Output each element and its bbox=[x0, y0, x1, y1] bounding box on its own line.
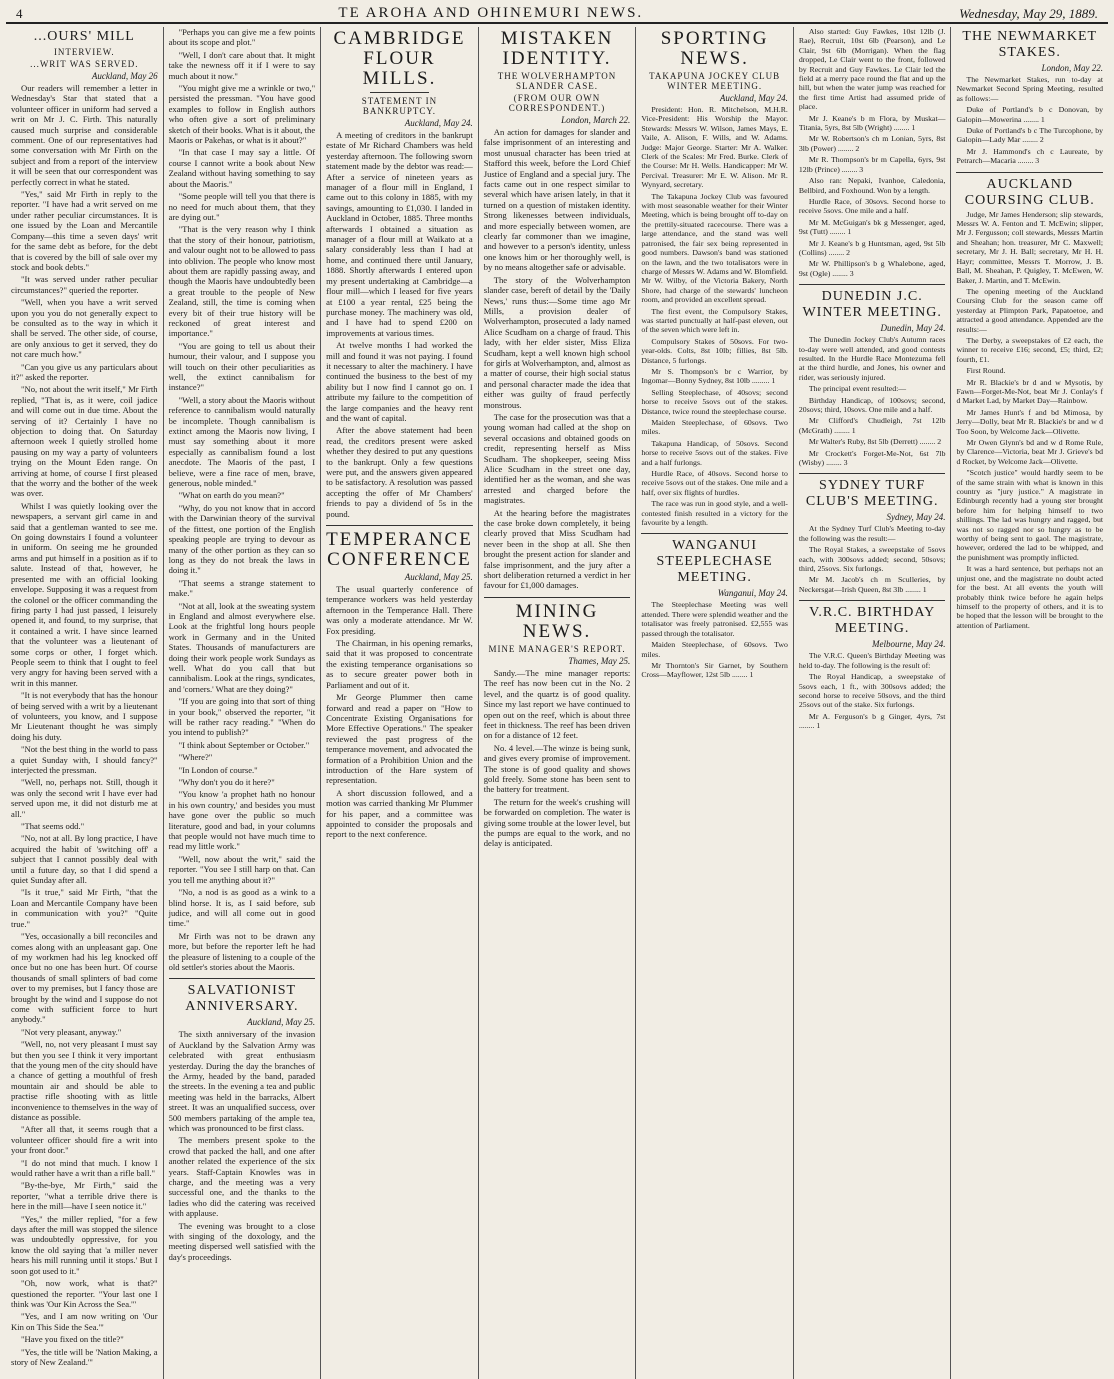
column-3-heading: CAMBRIDGE FLOUR MILLS. bbox=[333, 28, 466, 89]
column-4 bbox=[479, 27, 637, 1379]
column-7-heading: THE NEWMARKET STAKES. bbox=[962, 29, 1098, 60]
article-paragraph: Mr J. Keane's b g Huntsman, aged, 9st 5lb (Collins) ........ 2 bbox=[798, 238, 946, 257]
column-5-dateline-2: Wanganui, May 24. bbox=[717, 588, 788, 599]
article-paragraph: President: Hon. R. Mitchelson, M.H.R. Vice-President: His Worship the Mayor. Stewards: Messrs W. Wilson, James Mays, E. Vaile, A. Alison, F. Wills, and W. Adams. Judge: Major George. Starter: Mr A. Walker. Clerk of the Scales: Mr Fred. Burke. Clerk of the Course: Mr H. Wells. Handicapper: Mr W. Percival. Treasurer: Mr E. W. Alison. Mr R. Wynyard, secretary. bbox=[641, 105, 788, 190]
article-paragraph: "Well, now about the writ," said the reporter. "You see I still harp on that. Can you tell me anything about it?" bbox=[168, 853, 316, 885]
article-paragraph: A meeting of creditors in the bankrupt estate of Mr Richard Chambers was held yesterday afternoon. The following sworn statement made by the debtor was read:—After a service of nineteen years as manager of a flour mill in England, I came out to this colony in 1885, with my savings, amounting to £1,030. I landed in Auckland in October, 1885. Three months afterwards I obtained a situation as manager of a flour mill at Waikato at a salary considerably less than I had at home, and continued there until January, 1888. Shortly afterwards I entered upon my present undertaking at Cambridge—a flour mill—which I leased for five years at £100 a year rental, £25 being the purchase money. The machinery was old, and I have had to spend £200 on improvements at various times. bbox=[326, 130, 473, 338]
column-3-heading-2: TEMPERANCE CONFERENCE bbox=[326, 529, 473, 571]
column-6-divider-2 bbox=[799, 473, 946, 474]
article-paragraph: The Takapuna Jockey Club was favoured with most seasonable weather for their Winter Meeting, which is being brought off to-day on the prettily-situated racecourse. There was a large attendance, and the stand was well patronised, the fair sex being represented in good numbers. Dawson's band was stationed on the lawn, and the two totalisators were in charge of Messrs W. Adams and W. Blomfield. Mr W. Wilby, of the Victoria Bakery, North Shore, had charge of the stewards' luncheon room, and provided an excellent spread. bbox=[641, 191, 788, 305]
column-5-subheading: TAKAPUNA JOCKEY CLUB WINTER MEETING. bbox=[649, 71, 781, 91]
article-paragraph: "No, not about the writ itself," Mr Firth replied, "That is, as it were, coil jadice and will come out in due time. About the serving of it? Certainly I have no objection to doing that. On Saturday afternoon week I quietly strolled home pausing on my way a party of volunteers trying on the Mount Eden range. On arriving at home, of course I first pleased that the worry and the bother of the week was over. bbox=[11, 384, 158, 499]
article-paragraph: Mr Thornton's Sir Garnet, by Southern Cross—Mayflower, 12st 5lb ........ 1 bbox=[641, 660, 788, 680]
article-paragraph: First Round. bbox=[966, 366, 1006, 376]
article-paragraph: "Not at all, look at the sweating system in England and almost everywhere else. Look at the frightful long hours people work in Germany and in the United States. Thousands of manufacturers are doing their work people work Sundays as well. What do you call that but cannibalism. Look at the rings, syndicates, and 'corners.' What are they doing?" bbox=[168, 600, 316, 694]
column-3-dateline-2: Auckland, May 25. bbox=[404, 572, 473, 583]
article-paragraph: Also ran: Nepaki, Ivanhoe, Caledonia, Bellbird, and Foxhound. Won by a length. bbox=[798, 176, 946, 195]
column-7-dateline: London, May 22. bbox=[1041, 63, 1104, 73]
column-5-body bbox=[641, 105, 788, 527]
article-paragraph: Mr James Hunt's f and bd Mimosa, by Jerry—Dolly, beat Mr R. Blackie's br and w d Too Soon, by Welcome Jack—Olivette. bbox=[956, 407, 1104, 436]
article-paragraph: It was a hard sentence, but perhaps not an unjust one, and the magistrate no doubt acted for the best. At all events the youth will probably think twice before he again helps himself to the property of others, and it is to be hoped that the lesson will be brought to the attention of Parliament. bbox=[956, 564, 1104, 630]
article-paragraph: After the above statement had been read, the creditors present were asked whether they desired to put any questions to the bankrupt. Only a few questions were put, and the answers given appeared to be satisfactory. A resolution was passed accepting the offer of Mr Chambers' friends to pay a dividend of 5s in the pound. bbox=[326, 425, 473, 519]
article-paragraph: "That seems a strange statement to make." bbox=[168, 577, 316, 599]
column-2-body bbox=[169, 27, 316, 972]
article-paragraph: "That is the very reason why I think that the story of their honour, patriotism, and valour ought not to be allowed to pass into oblivion. The people who know most about them are rapidly passing away, and though the Maoris have undoubtedly been a great trouble to the people of New Zealand, still, the time is coming when every bit of their true history will be reckoned of great interest and importance." bbox=[168, 224, 316, 339]
article-paragraph: Hurdle Race, of 40sovs. Second horse to receive 5sovs out of the stakes. One mile and a half, over six flights of hurdles. bbox=[641, 469, 788, 497]
column-2-divider bbox=[169, 978, 316, 979]
column-5-heading-2: WANGANUI STEEPLECHASE MEETING. bbox=[656, 538, 773, 586]
article-paragraph: "It is not everybody that has the honour of being served with a writ by a lieutenant of volunteers, you know, and I suppose Mr Lieutenant thought he was simply doing his duty. bbox=[11, 690, 158, 742]
column-6-dateline-3: Sydney, May 24. bbox=[886, 512, 946, 523]
article-paragraph: Mr Clifford's Chudleigh, 7st 12lb (McGrath) ........ 1 bbox=[798, 416, 946, 435]
article-paragraph: The Derby, a sweepstakes of £2 each, the winner to receive £16; second, £5; third, £2; fourth, £1. bbox=[956, 335, 1104, 364]
article-paragraph: Mr R. Blackie's br d and w Mysotis, by Fawn—Forget-Me-Not, beat Mr J. Conlay's f d Market Lad, by Market Day—Rainbow. bbox=[956, 377, 1104, 406]
article-paragraph: Mr Walter's Ruby, 8st 5lb (Derrett) ........ 2 bbox=[808, 437, 942, 447]
article-paragraph: Selling Steeplechase, of 40sovs; second horse to receive 5sovs out of the stakes. Distance, twice round the steeplechase course. bbox=[641, 387, 788, 416]
column-6-heading-4: V.R.C. BIRTHDAY MEETING. bbox=[809, 605, 936, 637]
column-3-rule bbox=[370, 92, 429, 93]
article-paragraph: Hurdle Race, of 30sovs. Second horse to receive 5sovs. One mile and a half. bbox=[798, 196, 946, 216]
article-paragraph: "It was served under rather peculiar circumstances?" queried the reporter. bbox=[11, 274, 158, 295]
article-paragraph: The V.R.C. Queen's Birthday Meeting was held to-day. The following is the result of: bbox=[798, 651, 946, 670]
column-5-divider bbox=[641, 533, 788, 534]
article-paragraph: "Perhaps you can give me a few points about its scope and plot." bbox=[168, 27, 316, 48]
article-paragraph: At twelve months I had worked the mill and found it was not paying. I found it necessary to alter the machinery. I have continued the business to the best of my ability but I now find I cannot go on. I attribute my failure to the competition of the large companies and the heavy rent and the want of capital. bbox=[326, 340, 473, 423]
article-paragraph: Mr R. Thompson's br m Capella, 6yrs, 9st 12lb (Prince) ........ 3 bbox=[798, 155, 946, 174]
column-3-body bbox=[326, 130, 473, 519]
article-paragraph: "Scotch justice" would hardly seem to be of the same strain with what is known in this country as "jury justice." A magistrate in Edinburgh recently had a young ster brought before him for helping himself to two shillings. The lad was hungry and ragged, but was not so ragged nor so hungry as to be worthy of being sent to gaol. The magistrate, however, ordered the lad to be whipped, and the punishment was promptly inflicted. bbox=[956, 468, 1104, 562]
article-paragraph: The opening meeting of the Auckland Coursing Club for the season came off yesterday at Plimpton Park, Papatoetoe, and attracted a good attendance. Appended are the results:— bbox=[956, 286, 1104, 334]
article-paragraph: Mr J. Keane's b m Flora, by Muskat—Titania, 5yrs, 8st 5lb (Wright) ........ 1 bbox=[798, 113, 946, 133]
article-paragraph: "Yes," the miller replied, "for a few days after the mill was stopped the silence was undoubtedly oppressive, for you know the old saying that 'a miller never hears his mill running until it stops.' But I soon got used to it." bbox=[11, 1213, 158, 1276]
column-6-body-4 bbox=[799, 651, 946, 730]
article-paragraph: Whilst I was quietly looking over the newspapers, a servant girl came in and said that a gentleman wanted to see me. On going downstairs I found a volunteer in uniform. On seeing me he grounded arms and put himself in a position as if to salute. Instead of that, however, he presented me with an official looking envelope. Supposing it was a request from the colonel or the officer commanding the firing party I had just passed, I leisurely opened it, and found, to my surprise, that it contained a writ. I have since learned that the volunteer was a lieutenant of some corps or other, I forget which. People seem to think that I ought to feel very angry for having been served with a writ in this manner. bbox=[11, 500, 158, 688]
article-paragraph: Mr Firth was not to be drawn any more, but before the reporter left he had the pleasure of listening to a couple of the old settler's stories about the Maoris. bbox=[168, 930, 316, 972]
article-paragraph: "Yes, occasionally a bill reconciles and comes along with an unpleasant gap. One of my workmen had his leg knocked off once but no one has been hurt. Of course thousands of small splinters of bad come over to my premises, but I fancy those are brought by the wind and I suppose do not come with sufficient force to hurt anybody." bbox=[11, 931, 158, 1025]
article-paragraph: No. 4 level.—The winze is being sunk, and gives every promise of improvement. The stone is of good quality and shows gold freely. Some stone has been sent to the battery for treatment. bbox=[483, 742, 631, 795]
article-paragraph: Maiden Steeplechase, of 60sovs. Two miles. bbox=[641, 640, 788, 659]
article-paragraph: Compulsory Stakes of 50sovs. For two-year-olds. Colts, 8st 10lb; fillies, 8st 5lb. Distance, 5 furlongs. bbox=[641, 336, 788, 365]
column-5-dateline: Auckland, May 24. bbox=[719, 93, 788, 103]
article-paragraph: The Chairman, in his opening remarks, said that it was proposed to concentrate the existing temperance organisations so as to secure greater power both in Parliament and out of it. bbox=[326, 638, 473, 690]
column-1-subheading: INTERVIEW. bbox=[53, 47, 115, 57]
column-3-divider bbox=[326, 525, 473, 526]
article-paragraph: At the hearing before the magistrates the case broke down completely, it being clearly proved that Miss Scudham had never been in the shop at all. She then brought the present action for slander and false imprisonment, and the jury after a short deliberation returned a verdict in her favour for £1,000 damages. bbox=[483, 507, 631, 591]
column-6-heading-3: SYDNEY TURF CLUB'S MEETING. bbox=[805, 478, 939, 510]
article-paragraph: "I think about September or October." bbox=[178, 739, 310, 750]
article-paragraph: At the Sydney Turf Club's Meeting to-day the following was the result:— bbox=[798, 524, 946, 543]
column-4-subheading-2: (FROM OUR OWN CORRESPONDENT.) bbox=[508, 93, 606, 113]
article-paragraph: The story of the Wolverhampton slander case, bereft of detail by the 'Daily News,' runs thus:—Some time ago Mr Mills, a provision dealer of Wolverhampton, prosecuted a lady named Alice Scudham on a charge of fraud. This lady, with her elder sister, Miss Eliza Scudham, kept a well known high school for girls at Wolverhampton, and, almost as a matter of course, their high social status and personal character made the idea that either was guilty of fraud perfectly monstrous. bbox=[483, 274, 631, 410]
article-paragraph: The principal event resulted:— bbox=[808, 384, 907, 394]
article-paragraph: Takapuna Handicap, of 50sovs. Second horse to receive 5sovs out of the stakes. Five and a half furlongs. bbox=[641, 438, 788, 467]
newspaper-title: TE AROHA AND OHINEMURI NEWS. bbox=[338, 5, 644, 21]
column-7-heading-2: AUCKLAND COURSING CLUB. bbox=[964, 176, 1095, 208]
column-6 bbox=[794, 27, 952, 1379]
article-paragraph: "Can you give us any particulars about it?" asked the reporter. bbox=[11, 361, 158, 382]
article-paragraph: "I do not mind that much. I know I would rather have a writ than a rifle ball." bbox=[11, 1157, 158, 1179]
columns bbox=[6, 27, 1108, 1379]
article-paragraph: "Not very pleasant, anyway." bbox=[21, 1026, 122, 1037]
column-3-dateline: Auckland, May 24. bbox=[404, 118, 473, 128]
article-paragraph: The Newmarket Stakes, run to-day at Newmarket Second Spring Meeting, resulted as follows:— bbox=[956, 75, 1104, 103]
article-paragraph: The race was run in good style, and a well-contested finish resulted in a victory for the favourite by a length. bbox=[641, 499, 788, 528]
article-paragraph: "By-the-bye, Mr Firth," said the reporter, "what a terrible drive there is here in the mill—have I seen notice it." bbox=[11, 1180, 158, 1212]
article-paragraph: Mr M. Jacob's ch m Sculleries, by Neckersgat—Irish Queen, 8st 3lb ........ 1 bbox=[798, 575, 946, 594]
article-paragraph: The first event, the Compulsory Stakes, was started punctually at half-past eleven, out of the seven which were left in. bbox=[641, 306, 788, 335]
article-paragraph: The Royal Stakes, a sweepstake of 5sovs each, with 300sovs added; second, 50sovs; third, 25sovs. Six furlongs. bbox=[798, 545, 946, 574]
article-paragraph: Mr George Plummer then came forward and read a paper on "How to Concentrate Existing Organisations for More Effective Operations." The speaker reviewed the past progress of the temperance movement, and advocated the formation of a Prohibition Union and the introduction of the Hare system of representation. bbox=[326, 692, 473, 786]
column-1-dateline: Auckland, May 26 bbox=[91, 71, 158, 81]
column-4-divider bbox=[484, 597, 631, 598]
article-paragraph: "That seems odd." bbox=[21, 821, 85, 832]
article-paragraph: "Why, do you not know that in accord with the Darwinian theory of the survival of the fittest, one portion of the English speaking people are trying to devour as many of the other portion as they can so long as they do not break the laws in doing it." bbox=[168, 502, 316, 576]
column-4-dateline: London, March 22. bbox=[561, 115, 631, 125]
article-paragraph: Mr Owen Glynn's bd and w d Rome Rule, by Clarence—Victoria, beat Mr J. Grieve's bd d Rocket, by Welcome Jack—Olivette. bbox=[956, 438, 1104, 466]
article-paragraph: "Well, no, perhaps not. Still, though it was only the second writ I have ever had served upon me, it did not disturb me at all." bbox=[11, 777, 158, 819]
column-6-body-2 bbox=[799, 335, 946, 467]
article-paragraph: "If you are going into that sort of thing in your book," observed the reporter, "it will be rather racy reading." "When do you intend to publish?" bbox=[168, 696, 316, 738]
column-4-subheading: THE WOLVERHAMPTON SLANDER CASE. bbox=[497, 71, 617, 91]
column-7-body-2 bbox=[956, 210, 1103, 630]
article-paragraph: Judge, Mr James Henderson; slip stewards, Messrs W. A. Fenton and T. McEwin; slipper, Mr J. Fergusson; coll stewards, Messrs Martin and Sheahan; hon. treasurer, Mr C. Maxwell; secretary, Mr J. H. Ball; secretary, Mr H. H. Hayr; committee, Messrs T. Morrow, J. B. Ball, M. Sheahan, P. Quigley, T. McEwen, W. Baker, J. Martin, and T. McEwin. bbox=[956, 209, 1104, 285]
article-paragraph: An action for damages for slander and false imprisonment of an interesting and most unusual character has been tried at Stafford this week, before the Lord Chief Justice of England and a special jury. The facts came out in one respect similar to several which have arisen lately, in that it turned on a question of mistaken identity. Strong likenesses between individuals, and more especially between women, are clearly far commoner than we imagine, and however to a person's identity, unless one knows him or her thoroughly well, is by no means altogether safe or advisable. bbox=[483, 127, 631, 273]
masthead-page-number: 4 bbox=[16, 6, 23, 21]
column-4-body bbox=[484, 127, 631, 591]
column-3 bbox=[321, 27, 479, 1379]
masthead bbox=[6, 0, 1108, 24]
article-paragraph: "Yes," said Mr Firth in reply to the reporter. "I have had a writ served on me under rather peculiar circumstances. It is one issued by the Loan and Mercantile Company—this time a seven days' writ for the same debt as before, for the debt that is covered by the bill of sale over my stock and book debts." bbox=[11, 189, 158, 272]
column-2-dateline: Auckland, May 25. bbox=[247, 1017, 316, 1028]
column-4-heading: MISTAKEN IDENTITY. bbox=[500, 28, 614, 69]
column-6-dateline-4: Melbourne, May 24. bbox=[871, 639, 946, 650]
article-paragraph: "Well, I don't care about that. It might take the newness off it if I were to say much about it now." bbox=[168, 49, 316, 81]
article-paragraph: "Not the best thing in the world to pass a quiet Sunday with, I should fancy?" interjected the pressman. bbox=[11, 744, 158, 775]
article-paragraph: Mr J. Hammond's ch c Laureate, by Petrarch—Macaria ........ 3 bbox=[956, 146, 1104, 166]
article-paragraph: "Yes, and I am now writing on 'Our Kin on This Side the Sea.'" bbox=[11, 1311, 158, 1332]
article-paragraph: The Royal Handicap, a sweepstake of 5sovs each, 1 ft., with 300sovs added; the second horse to receive 50sovs, and the third 25sovs out of the stake. Six furlongs. bbox=[798, 672, 946, 710]
article-paragraph: "What on earth do you mean?" bbox=[178, 490, 285, 501]
article-paragraph: "Some people will tell you that there is no need for much about them, that they are dying out." bbox=[168, 191, 316, 222]
article-paragraph: "Have you fixed on the title?" bbox=[21, 1334, 124, 1345]
column-4-subheading-3: MINE MANAGER'S REPORT. bbox=[488, 643, 626, 654]
article-paragraph: Mr Crockett's Forget-Me-Not, 6st 7lb (Wisby) ........ 3 bbox=[798, 448, 946, 468]
article-paragraph: The evening was brought to a close with singing of the doxology, and the meeting dispersed well satisfied with the day's proceedings. bbox=[168, 1220, 316, 1262]
article-paragraph: "Is it true," said Mr Firth, "that the Loan and Mercantile Company have been in communication with you?" "Quite true." bbox=[11, 887, 158, 929]
column-7 bbox=[951, 27, 1108, 1379]
column-7-divider bbox=[956, 172, 1103, 173]
column-3-subheading: STATEMENT IN BANKRUPTCY. bbox=[361, 96, 438, 116]
article-paragraph: Duke of Portland's b c Donovan, by Galopin—Mowerina ........ 1 bbox=[956, 105, 1104, 124]
column-4-heading-2: MINING NEWS. bbox=[515, 600, 599, 642]
article-paragraph: "Where?" bbox=[178, 752, 213, 763]
column-5 bbox=[636, 27, 794, 1379]
column-3-body-2 bbox=[326, 584, 473, 840]
article-paragraph: "After all that, it seems rough that a volunteer officer should fire a writ into your front door." bbox=[11, 1124, 158, 1156]
column-6-divider bbox=[799, 284, 946, 285]
article-paragraph: Also started: Guy Fawkes, 10st 12lb (J. Rae), Recruit, 10st 6lb (Pearson), and Le Clair, 9st 6lb (Morrigan). When the flag dropped, Le Clair went to the front, followed by Recruit and Guy Fawkes. Le Clair led the field at a merry pace round the flat and up the hill, but when the water jump was reached for the first time Artist had assumed pride of place. bbox=[798, 27, 946, 112]
article-paragraph: Sandy.—The mine manager reports: The reef has now been cut in the No. 2 level, and the quartz is of good quality. Since my last report we have continued to open out on the reef, which is about three feet in thickness. The reef has been driven on for a distance of 12 feet. bbox=[483, 667, 631, 741]
article-paragraph: Mr W. Phillipson's b g Whalebone, aged, 9st (Ogle) ........ 3 bbox=[798, 259, 946, 278]
article-paragraph: Mr M. McGuigan's bk g Messenger, aged, 9st (Tutt) ........ 1 bbox=[798, 217, 946, 237]
article-paragraph: The return for the week's crushing will be forwarded on completion. The water is giving some trouble at the lower level, but the pumps are equal to the work, and no delay is anticipated. bbox=[483, 796, 631, 849]
article-paragraph: "Oh, now work, what is that?" questioned the reporter. "Your last one I think was 'Our Kin Across the Sea.'" bbox=[11, 1278, 158, 1309]
article-paragraph: "You know 'a prophet hath no honour in his own country,' and besides you must have gone over the public so much literature, good and bad, in your columns that people would not have much time to read my little work." bbox=[168, 789, 316, 852]
article-paragraph: The Dunedin Jockey Club's Autumn races to-day were well attended, and good contests resulted. In the Hurdle Race Montezuma fell at the third hurdle, and Jones, his owner and rider, was seriously injured. bbox=[798, 335, 946, 382]
column-1-subheading-2: ...WRIT WAS SERVED. bbox=[30, 59, 139, 69]
article-paragraph: "Why don't you do it here?" bbox=[178, 777, 275, 788]
article-paragraph: A short discussion followed, and a motion was carried thanking Mr Plummer for his paper, and a committee was appointed to consider the proposals and report to the next conference. bbox=[326, 787, 473, 840]
column-6-body bbox=[799, 27, 946, 278]
article-paragraph: "No, a nod is as good as a wink to a blind horse. It is, as I said before, sub judice, and will all come out in good time." bbox=[168, 887, 316, 929]
column-1 bbox=[6, 27, 164, 1379]
column-6-heading-2: DUNEDIN J.C. WINTER MEETING. bbox=[802, 289, 942, 321]
article-paragraph: Maiden Steeplechase, of 60sovs. Two miles. bbox=[641, 418, 788, 437]
article-paragraph: Birthday Handicap, of 100sovs; second, 20sovs; third, 10sovs. One mile and a half. bbox=[798, 395, 946, 414]
article-paragraph: Mr S. Thompson's br c Warrior, by Ingomar—Bonny Sydney, 8st 10lb ......... 1 bbox=[641, 366, 788, 386]
article-paragraph: The members present spoke to the crowd that packed the hall, and one after another related the experience of the six years. Staff-Captain Knowles was in charge, and the meeting was a very successful one, and the thanks to the ladies who did the catering was received with applause. bbox=[168, 1135, 316, 1219]
article-paragraph: "Well, no, not very pleasant I must say but then you see I think it very important that the young men of the city should have a chance of getting a mouthful of fresh mountain air and should be able to practise rifle shooting with as little inconvenience to themselves in the way of distance as possible. bbox=[11, 1039, 158, 1122]
article-paragraph: Our readers will remember a letter in Wednesday's Star that stated that a volunteer officer in uniform had served a writ on Mr J. C. Firth. This naturally caused much surprise and considerable comment. One of our representatives had some conversation with Mr Firth on the subject and from a report of the interview it will be seen that our correspondent was perfectly correct in what he stated. bbox=[11, 83, 158, 187]
issue-date: Wednesday, May 29, 1889. bbox=[959, 6, 1098, 21]
article-paragraph: "In that case I may say a little. Of course I cannot write a book about New Zealand without having something to say about the Maoris." bbox=[168, 147, 316, 189]
article-paragraph: "In London of course." bbox=[178, 764, 258, 775]
column-7-body bbox=[956, 75, 1103, 166]
article-paragraph: "You might give me a wrinkle or two," persisted the pressman. "You have good examples to follow in English authors who often give a sort of preliminary sketch of their books. What is it about, the Maoris or Pakehas, or what is it about?" bbox=[168, 83, 316, 146]
article-paragraph: "Well, when you have a writ served upon you you do not generally expect to be consulted as to the way in which it shall be served. The other side, of course, are only anxious to get it served, they do not care much how." bbox=[11, 297, 158, 360]
article-paragraph: The usual quarterly conference of temperance workers was held yesterday afternoon in the Temperance Hall. There was only a moderate attendance. Mr W. Fox presiding. bbox=[326, 584, 473, 636]
article-paragraph: "Well, a story about the Maoris without reference to cannibalism would naturally be incomplete. Though cannibalism is extinct among the Maoris now living, I must say something about it more especially as cannibalism found a lost anecdote. The Maoris of the past, I believe, were a fine race of men, brave, generous, noble minded." bbox=[168, 394, 316, 489]
article-paragraph: "Yes, the title will be 'Nation Making, a story of New Zealand.'" bbox=[11, 1346, 158, 1367]
article-paragraph: Mr A. Ferguson's b g Ginger, 4yrs, 7st ........ 1 bbox=[798, 711, 946, 731]
column-1-heading: ...OURS' MILL bbox=[33, 29, 135, 44]
article-paragraph: The case for the prosecution was that a young woman had called at the shop on several occasions and obtained goods on credit, representing herself as Miss Scudham. The shopkeeper, seeing Miss Alice Scudham in the street one day, identified her as the woman, and she was arrested and charged before the magistrates. bbox=[483, 411, 631, 506]
article-paragraph: Duke of Portland's b c The Turcophone, by Galopin—Lady Mar ........ 2 bbox=[956, 126, 1104, 145]
column-5-body-2 bbox=[641, 600, 788, 679]
column-1-body bbox=[11, 83, 158, 1367]
column-6-dateline-2: Dunedin, May 24. bbox=[880, 323, 946, 334]
column-6-body-3 bbox=[799, 524, 946, 594]
article-paragraph: The sixth anniversary of the invasion of Auckland by the Salvation Army was celebrated with great enthusiasm yesterday. During the day the branches of the Army, headed by the band, paraded the streets. In the evening a tea and public meeting was held in the barracks, Albert street. It was an unqualified success, over 500 members partaking of the ample tea, which was pronounced to be first class. bbox=[168, 1029, 316, 1133]
column-5-heading: SPORTING NEWS. bbox=[660, 28, 769, 69]
column-2-heading: SALVATIONIST ANNIVERSARY. bbox=[185, 983, 299, 1015]
article-paragraph: The Steeplechase Meeting was well attended. There were splendid weather and the totalisator was freely patronised. £2,555 was passed through the totalisator. bbox=[641, 600, 788, 638]
column-6-divider-3 bbox=[799, 600, 946, 601]
column-2 bbox=[164, 27, 322, 1379]
article-paragraph: "You are going to tell us about their humour, their valour, and I suppose you will touch on their other peculiarities as well, the extinct cannibalism for instance?" bbox=[168, 340, 316, 393]
column-4-dateline-2: Thames, May 25. bbox=[568, 655, 631, 666]
article-paragraph: "No, not at all. By long practice, I have acquired the habit of 'switching off' a subject that I cannot possibly deal with until a future day, so that I did spend a quiet Sunday after all. bbox=[11, 833, 158, 886]
column-2-body-2 bbox=[169, 1029, 316, 1262]
column-4-body-2 bbox=[484, 668, 631, 849]
article-paragraph: Mr W. Robertson's ch m Lonian, 5yrs, 8st 3lb (Power) ........ 2 bbox=[798, 134, 946, 153]
